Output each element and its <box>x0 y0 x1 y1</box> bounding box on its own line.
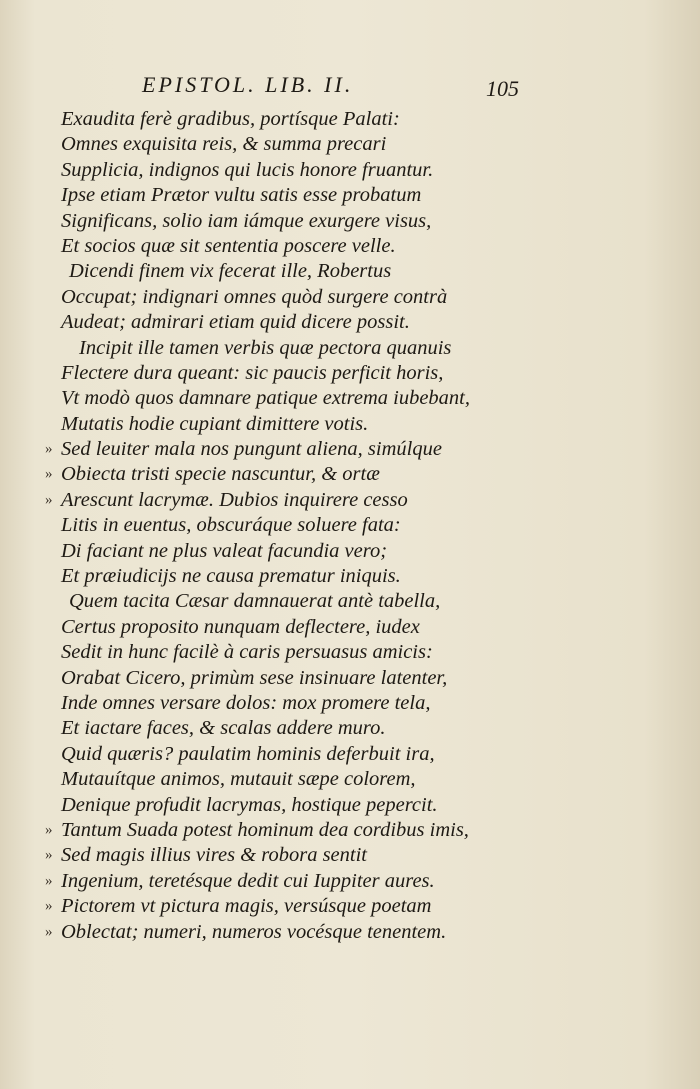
verse-text: Litis in euentus, obscuráque soluere fata: <box>61 514 401 537</box>
verse-text: Sedit in hunc facilè à caris persuasus amicis: <box>61 641 433 664</box>
quotation-marker: » <box>45 872 53 889</box>
verse-text: Sed leuiter mala nos pungunt aliena, simúlque <box>61 438 442 461</box>
verse-text: Di faciant ne plus valeat facundia vero; <box>61 539 388 562</box>
quotation-marker: » <box>45 491 53 508</box>
verse-text: Inde omnes versare dolos: mox promere tela, <box>61 691 431 714</box>
verse-line <box>45 640 505 665</box>
verse-text: Orabat Cicero, primùm sese insinuare latenter, <box>61 666 448 689</box>
verse-line <box>45 107 505 132</box>
verse-text: Supplicia, indignos qui lucis honore fruantur. <box>61 158 434 181</box>
verse-line <box>45 742 505 767</box>
verse-block <box>45 107 505 945</box>
verse-line <box>45 462 505 487</box>
verse-line <box>45 793 505 818</box>
verse-text: Tantum Suada potest hominum dea cordibus imis, <box>61 818 469 841</box>
verse-text: Dicendi finem vix fecerat ille, Robertus <box>69 260 392 283</box>
verse-line <box>45 564 505 589</box>
verse-line <box>45 843 505 868</box>
verse-line <box>45 615 505 640</box>
verse-text: Incipit ille tamen verbis quæ pectora quanuis <box>79 336 452 359</box>
verse-line <box>45 716 505 741</box>
verse-text: Et iactare faces, & scalas addere muro. <box>61 717 386 740</box>
verse-text: Mutatis hodie cupiant dimittere votis. <box>61 412 369 435</box>
verse-text: Obiecta tristi specie nascuntur, & ortæ <box>61 463 380 486</box>
quotation-marker: » <box>45 821 53 838</box>
verse-line <box>45 209 505 234</box>
verse-text: Occupat; indignari omnes quòd surgere contrà <box>61 285 448 308</box>
verse-line <box>45 234 505 259</box>
verse-text: Et præiudicijs ne causa prematur iniquis. <box>61 565 401 588</box>
show-through-text <box>610 90 700 990</box>
verse-text: Pictorem vt pictura magis, versúsque poetam <box>61 895 432 918</box>
running-head: EPISTOL. LIB. II. <box>142 72 354 97</box>
verse-line <box>45 818 505 843</box>
verse-line <box>45 285 505 310</box>
verse-line <box>45 539 505 564</box>
verse-text: Flectere dura queant: sic paucis perficit horis, <box>61 361 444 384</box>
verse-line <box>45 310 505 335</box>
quotation-marker: » <box>45 923 53 940</box>
verse-line <box>45 894 505 919</box>
verse-line <box>45 158 505 183</box>
verse-text: Quid quæris? paulatim hominis deferbuit ira, <box>61 742 435 765</box>
verse-text: Certus proposito nunquam deflectere, iudex <box>61 615 420 638</box>
verse-text: Et socios quæ sit sententia poscere velle. <box>61 234 396 257</box>
verse-line <box>45 183 505 208</box>
verse-line <box>45 666 505 691</box>
verse-line <box>45 437 505 462</box>
verse-line <box>45 920 505 945</box>
quotation-marker: » <box>45 466 53 483</box>
verse-line <box>45 336 505 361</box>
quotation-marker: » <box>45 898 53 915</box>
verse-text: Oblectat; numeri, numeros vocésque tenentem. <box>61 920 447 943</box>
verse-text: Audeat; admirari etiam quid dicere possit. <box>61 311 410 334</box>
verse-line <box>45 767 505 792</box>
verse-text: Ingenium, teretésque dedit cui Iuppiter aures. <box>61 869 435 892</box>
verse-text: Denique profudit lacrymas, hostique pepercit. <box>61 793 438 816</box>
verse-text: Arescunt lacrymæ. Dubios inquirere cesso <box>61 488 408 511</box>
page-number: 105 <box>486 76 519 101</box>
verse-line <box>45 869 505 894</box>
verse-line <box>45 488 505 513</box>
verse-line <box>45 691 505 716</box>
verse-line <box>45 132 505 157</box>
verse-line <box>45 412 505 437</box>
verse-text: Exaudita ferè gradibus, portísque Palati: <box>61 108 400 130</box>
verse-text: Vt modò quos damnare patique extrema iubebant, <box>61 387 470 410</box>
verse-text: Mutauítque animos, mutauit sæpe colorem, <box>61 768 416 791</box>
quotation-marker: » <box>45 441 53 458</box>
verse-line <box>45 513 505 538</box>
verse-text: Significans, solio iam iámque exurgere visus, <box>61 209 432 232</box>
verse-line <box>45 386 505 411</box>
verse-text: Ipse etiam Prætor vultu satis esse probatum <box>61 184 422 207</box>
quotation-marker: » <box>45 847 53 864</box>
verse-text: Omnes exquisita reis, & summa precari <box>61 133 387 156</box>
verse-line <box>45 361 505 386</box>
verse-text: Quem tacita Cæsar damnauerat antè tabella, <box>69 590 441 613</box>
verse-line <box>45 589 505 614</box>
verse-line <box>45 259 505 284</box>
verse-text: Sed magis illius vires & robora sentit <box>61 844 367 867</box>
